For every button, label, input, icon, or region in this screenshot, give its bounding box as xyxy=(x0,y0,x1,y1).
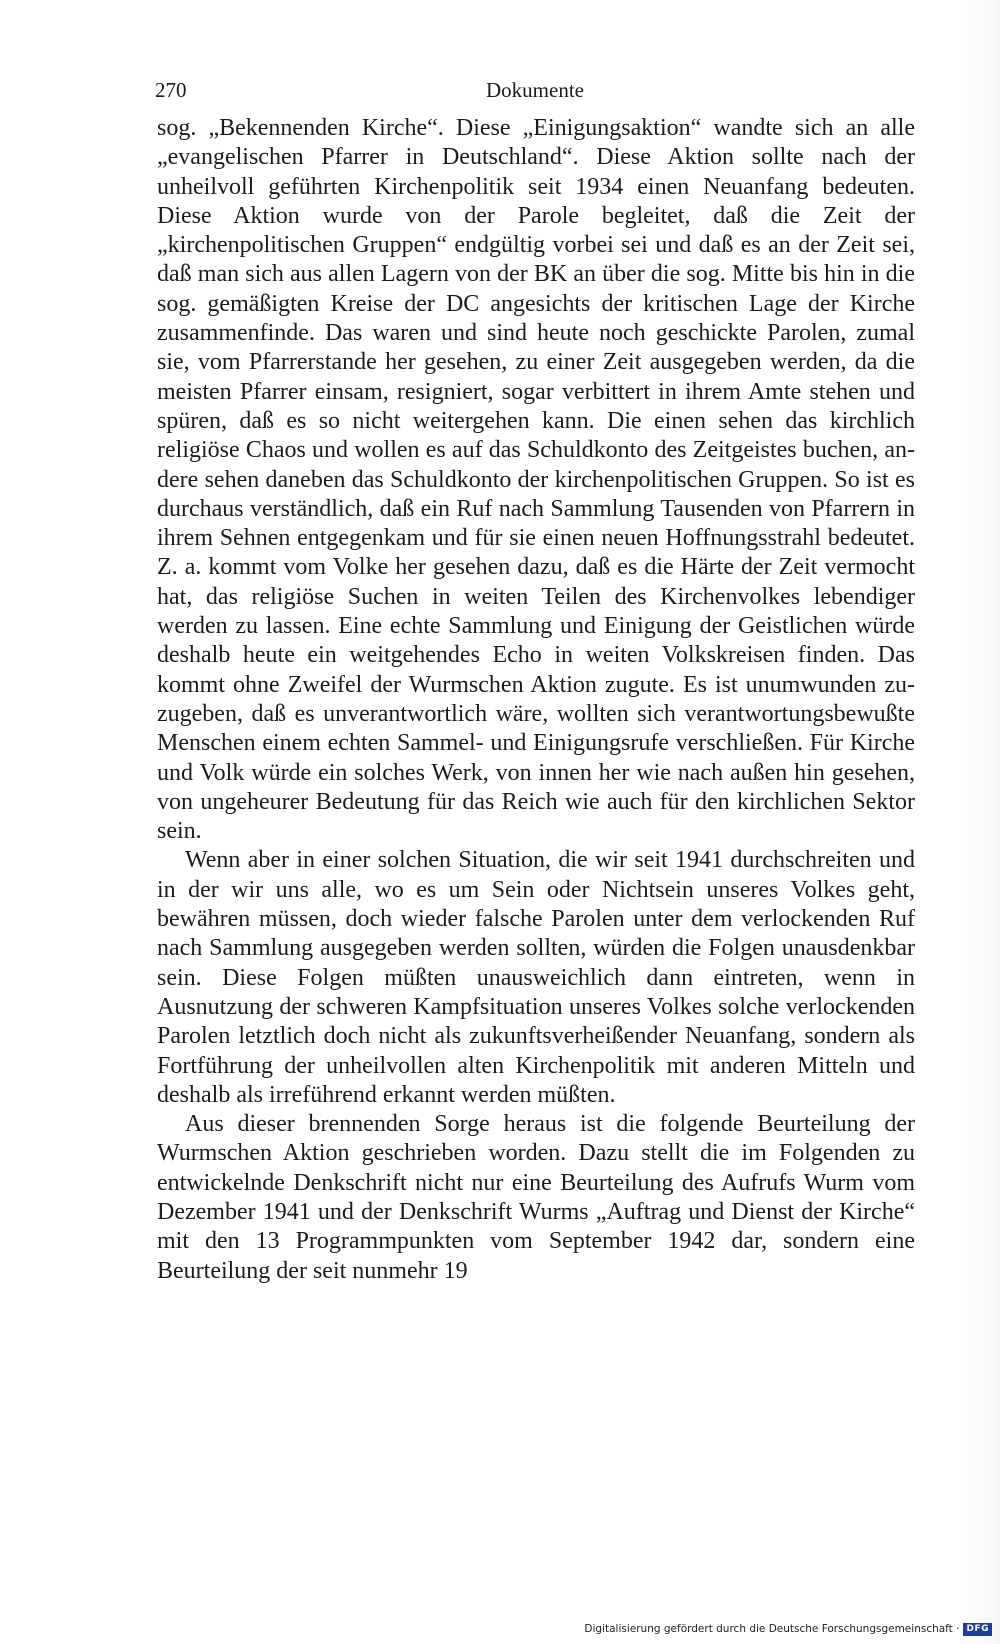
paragraph-3: Aus dieser brennenden Sorge heraus ist die folgende Beurteilung der Wurmschen Aktion geschrieben worden. Dazu stellt die im Folgenden zu entwickelnde Denkschrift nicht nur eine Beurteilung des Aufrufs Wurm vom Dezember 1941 und der Denkschrift Wurms „Auftrag und Dienst der Kirche“ mit den 13 Programmpunkten vom September 1942 dar, sondern eine Beurteilung der seit nunmehr 19 xyxy=(157,1111,915,1284)
scan-edge xyxy=(960,0,1000,1644)
footer-credit: Digitalisierung gefördert durch die Deutsche Forschungsgemeinschaft · xyxy=(584,1623,960,1635)
digitization-footer xyxy=(584,1620,992,1638)
paragraph-2: Wenn aber in einer solchen Situation, die wir seit 1941 durchschreiten und in der wir uns alle, wo es um Sein oder Nichtsein unseres Volkes geht, bewähren müssen, doch wieder falsche Parolen unter dem verlockenden Ruf nach Sammlung ausgegeben werden sollten, würden die Folgen unausdenkbar sein. Diese Folgen müßten unausweichlich dann eintreten, wenn in Ausnutzung der schweren Kampfsituation unseres Volkes solche verlockenden Parolen letztlich doch nicht als zukunftsverheißender Neuanfang, sondern als Fortführung der unheilvollen alten Kirchenpolitik mit anderen Mitteln und deshalb als irreführend erkannt werden müßten. xyxy=(157,847,915,1108)
running-head: Dokumente xyxy=(486,78,584,102)
dfg-logo: DFG xyxy=(963,1623,992,1636)
body-text xyxy=(157,114,915,1286)
page-number: 270 xyxy=(155,78,187,102)
page-header xyxy=(155,74,915,106)
paragraph-1: sog. „Bekennenden Kirche“. Diese „Einigungsaktion“ wandte sich an alle „evangelischen Pfarrer in Deutschland“. Diese Aktion sollte nach der unheilvoll geführten Kirchenpolitik seit 1934 einen Neuanfang bedeuten. Diese Aktion wurde von der Parole begleitet, daß die Zeit der „kirchenpolitischen Gruppen“ endgültig vorbei sei und daß es an der Zeit sei, daß man sich aus allen Lagern von der BK an über die sog. Mitte bis hin in die sog. gemäßigten Kreise der DC angesichts der kritischen Lage der Kirche zusammenfinde. Das waren und sind heute noch geschickte Parolen, zumal sie, vom Pfarrerstande her gesehen, zu einer Zeit ausgegeben werden, da die meisten Pfarrer einsam, resigniert, sogar verbittert in ihrem Amte stehen und spüren, daß es so nicht weitergehen kann. Die einen sehen das kirchlich religiöse Chaos und wollen es auf das Schuldkonto des Zeitgeistes buchen, andere sehen daneben das Schuldkonto der kirchenpolitischen Gruppen. So ist es durchaus verständlich, daß ein Ruf nach Sammlung Tausenden von Pfarrern in ihrem Sehnen entgegenkam und für sie einen neuen Hoffnungsstrahl bedeutet. Z. a. kommt vom Volke her gesehen dazu, daß es die Härte der Zeit vermocht hat, das religiöse Suchen in weiten Teilen des Kirchenvolkes lebendiger werden zu lassen. Eine echte Sammlung und Einigung der Geistlichen würde deshalb heute ein weitgehendes Echo in weiten Volkskreisen finden. Das kommt ohne Zweifel der Wurmschen Aktion zugute. Es ist unumwunden zuzugeben, daß es unverantwortlich wäre, wollten sich verantwortungsbewußte Menschen einem echten Sammel- und Einigungsrufe verschließen. Für Kirche und Volk würde ein solches Werk, von innen her wie nach außen hin gesehen, von ungeheurer Bedeutung für das Reich wie auch für den kirchlichen Sektor sein. xyxy=(157,115,915,845)
